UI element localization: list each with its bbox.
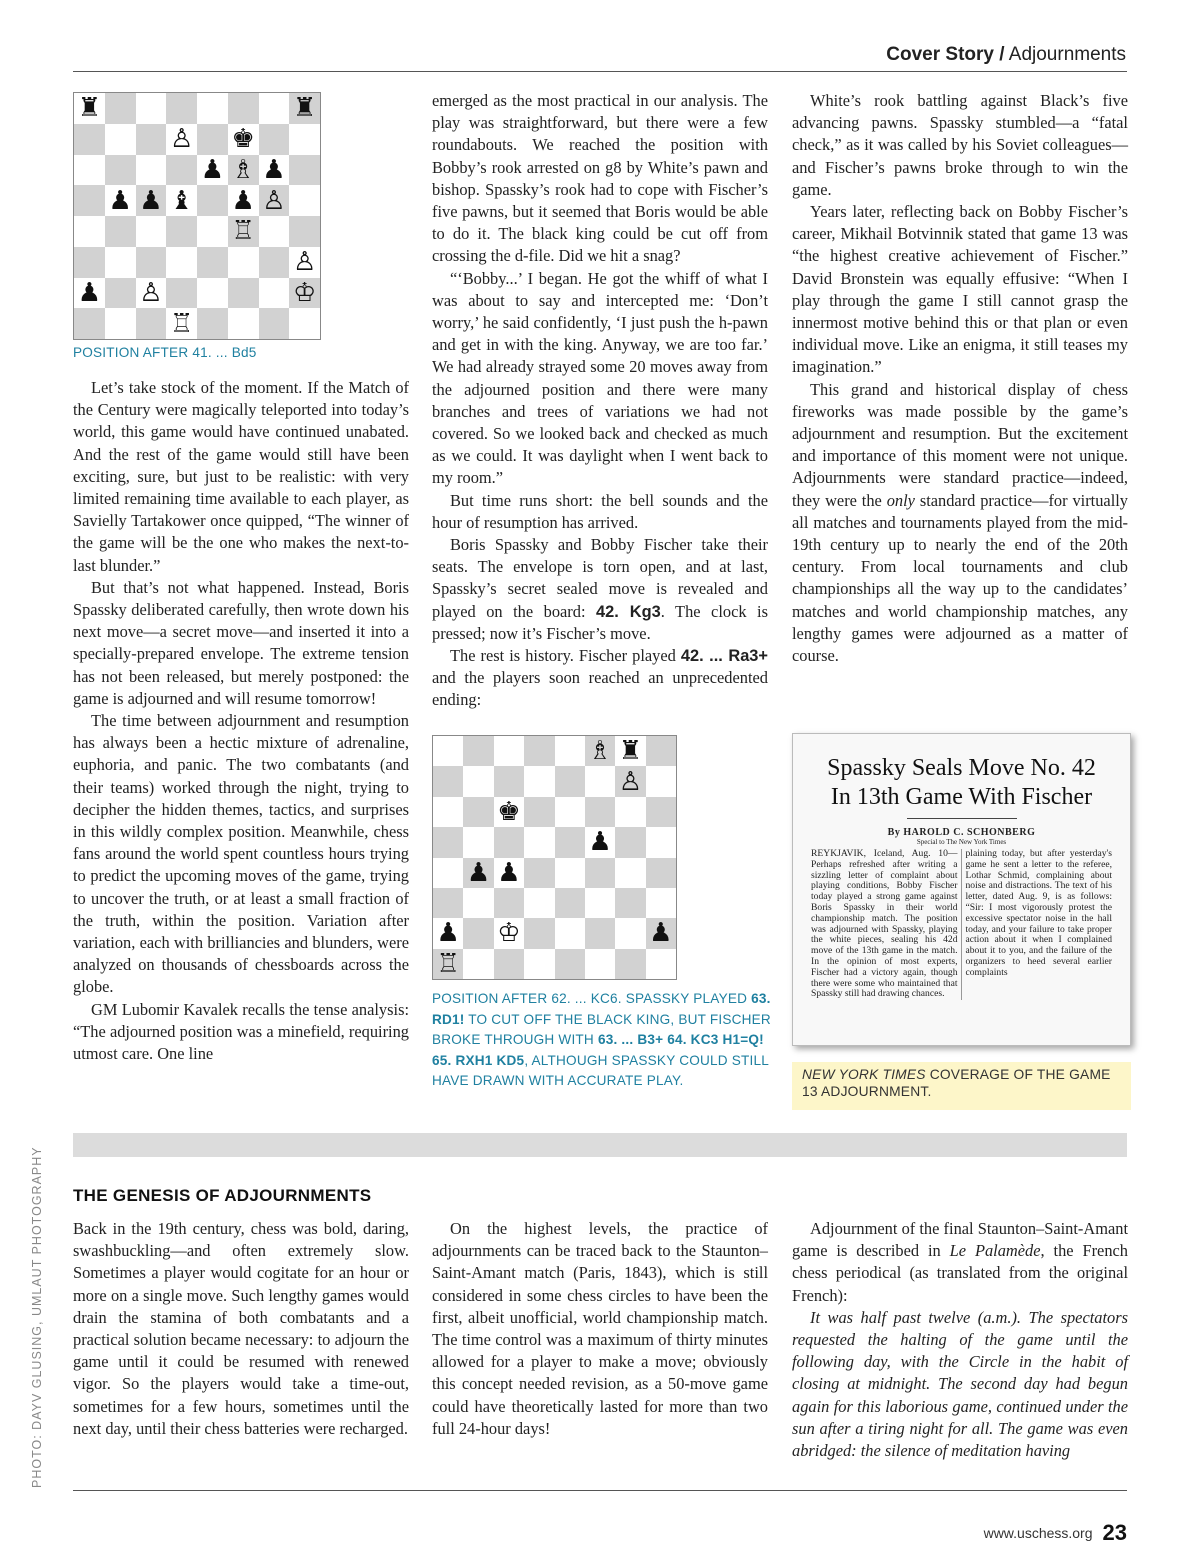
white-pawn-icon: ♙ bbox=[262, 185, 286, 216]
square-g7 bbox=[615, 766, 645, 796]
running-header bbox=[886, 44, 1126, 66]
square-h2 bbox=[289, 278, 320, 309]
square-g6 bbox=[259, 155, 290, 186]
square-a4 bbox=[433, 858, 463, 888]
black-pawn-icon: ♟ bbox=[77, 277, 102, 308]
black-bishop-icon: ♝ bbox=[169, 185, 194, 216]
square-b4 bbox=[105, 216, 136, 247]
square-c6 bbox=[494, 797, 524, 827]
emphasis: only bbox=[886, 490, 915, 510]
square-b6 bbox=[463, 797, 493, 827]
square-d8 bbox=[166, 93, 197, 124]
square-f6 bbox=[585, 797, 615, 827]
genesis-column-2 bbox=[432, 1218, 768, 1440]
chess-move: 42. ... Ra3+ bbox=[680, 647, 768, 666]
genesis-column-1 bbox=[73, 1218, 409, 1440]
square-d7 bbox=[166, 124, 197, 155]
genesis-quote bbox=[792, 1307, 1128, 1462]
black-king-icon: ♚ bbox=[497, 796, 521, 827]
square-b5 bbox=[105, 185, 136, 216]
clipping-columns bbox=[811, 849, 1112, 1000]
text-run: Adjournment of the final Staunton–Saint-Amant game is described in bbox=[792, 1219, 1128, 1261]
square-c5 bbox=[494, 827, 524, 857]
square-b2 bbox=[105, 278, 136, 309]
white-pawn-icon: ♙ bbox=[618, 766, 643, 797]
page-footer bbox=[984, 1520, 1127, 1546]
square-e6 bbox=[555, 797, 585, 827]
square-f8 bbox=[585, 736, 615, 766]
chess-move: 42. Kg3 bbox=[596, 602, 661, 621]
square-f1 bbox=[585, 949, 615, 979]
section-title: THE GENESIS OF ADJOURNMENTS bbox=[73, 1186, 372, 1205]
clipping-byline: By HAROLD C. SCHONBERG bbox=[887, 827, 1036, 838]
square-c7 bbox=[136, 124, 167, 155]
square-e8 bbox=[197, 93, 228, 124]
square-g2 bbox=[615, 918, 645, 948]
square-h5 bbox=[289, 185, 320, 216]
square-e3 bbox=[197, 247, 228, 278]
black-rook-icon: ♜ bbox=[77, 93, 102, 124]
square-f5 bbox=[228, 185, 259, 216]
square-d8 bbox=[524, 736, 554, 766]
newspaper-clipping bbox=[792, 733, 1131, 1046]
square-g2 bbox=[259, 278, 290, 309]
white-pawn-icon: ♙ bbox=[169, 124, 194, 155]
white-pawn-icon: ♙ bbox=[139, 277, 163, 308]
square-c5 bbox=[136, 185, 167, 216]
black-pawn-icon: ♟ bbox=[497, 857, 521, 888]
black-pawn-icon: ♟ bbox=[139, 185, 163, 216]
square-f3 bbox=[585, 888, 615, 918]
quote-text: It was half past twelve (a.m.). The spectators requested the halting of the game until the following day, with the Circle in the habit of closing at midnight. The second day had begun again for this laborious game, continued under the sun after a tiring night for all. The game was even abridged: the silence of meditation having bbox=[792, 1307, 1128, 1461]
square-f2 bbox=[228, 278, 259, 309]
square-a3 bbox=[74, 247, 105, 278]
square-h8 bbox=[646, 736, 676, 766]
clipping-left-column: REYKJAVIK, Iceland, Aug. 10—Perhaps refreshed after writing a sizzling letter of complaint about playing conditions, Bobby Fischer today played a strong game against Boris Spassky in their world championship match. The position was adjourned with Spassky, playing the white pieces, sealing his 42d move of the 13th game in the match. In the opinion of most experts, Fischer had a victory again, though there were some who maintained that Spassky still had drawing chances. bbox=[811, 849, 962, 1000]
square-f7 bbox=[228, 124, 259, 155]
square-a3 bbox=[433, 888, 463, 918]
square-a1 bbox=[433, 949, 463, 979]
square-h3 bbox=[646, 888, 676, 918]
col1-paragraph: GM Lubomir Kavalek recalls the tense analysis: “The adjourned position was a minefield, requiring utmost care. One line bbox=[73, 999, 409, 1064]
caption-text: COVERAGE OF THE GAME 13 ADJOURNMENT. bbox=[802, 1067, 1111, 1099]
square-d1 bbox=[166, 308, 197, 339]
square-g5 bbox=[259, 185, 290, 216]
square-g3 bbox=[259, 247, 290, 278]
caption-move: 63. RD1! bbox=[432, 991, 771, 1027]
square-h1 bbox=[646, 949, 676, 979]
square-c3 bbox=[494, 888, 524, 918]
square-c1 bbox=[494, 949, 524, 979]
black-pawn-icon: ♟ bbox=[466, 857, 491, 888]
black-king-icon: ♚ bbox=[231, 124, 255, 155]
col2-paragraph bbox=[432, 645, 768, 712]
square-a2 bbox=[74, 278, 105, 309]
col1-paragraph: The time between adjournment and resumption has always been a hectic mixture of adrenaline, euphoria, and panic. The two combatants (and their teams) worked through the night, trying to decipher the hidden themes, tactics, and surprises in this wildly complex position. Meanwhile, chess fans around the world spent countless hours trying to predict the upcoming moves of the game, trying to uncover the truth, or at least a small fraction of the truth, within the position. Variation after variation, each with brilliancies and blunders, were analyzed on thousands of chessboards across the globe. bbox=[73, 711, 409, 997]
square-e6 bbox=[197, 155, 228, 186]
clipping-headline bbox=[811, 754, 1112, 812]
square-e8 bbox=[555, 736, 585, 766]
section-divider-band bbox=[73, 1133, 1127, 1157]
square-c7 bbox=[494, 766, 524, 796]
square-f8 bbox=[228, 93, 259, 124]
square-f1 bbox=[228, 308, 259, 339]
square-a5 bbox=[433, 827, 463, 857]
article-column-2 bbox=[432, 90, 768, 712]
square-a8 bbox=[74, 93, 105, 124]
square-a4 bbox=[74, 216, 105, 247]
black-rook-icon: ♜ bbox=[292, 93, 317, 124]
emphasis: Le Palamède bbox=[949, 1241, 1041, 1261]
white-pawn-icon: ♙ bbox=[292, 247, 317, 278]
black-pawn-icon: ♟ bbox=[436, 918, 460, 949]
square-a5 bbox=[74, 185, 105, 216]
col3-paragraph: White’s rook battling against Black’s five advancing pawns. Spassky stumbled—a “fatal check,” as it was called by his Soviet colleagues—and Fischer’s pawns broke through to win the game. bbox=[792, 91, 1128, 199]
col3-paragraph bbox=[792, 379, 1128, 668]
square-d5 bbox=[524, 827, 554, 857]
square-h4 bbox=[646, 858, 676, 888]
square-a6 bbox=[74, 155, 105, 186]
col2-paragraph: But time runs short: the bell sounds and the hour of resumption has arrived. bbox=[432, 490, 768, 532]
header-topic: Adjournments bbox=[1008, 44, 1126, 65]
text-run: Boris Spassky and Bobby Fischer take their seats. The envelope is torn open, and at last, Spassky’s secret sealed move is revealed and played on the board: bbox=[432, 535, 768, 621]
headline-line: In 13th Game With Fischer bbox=[830, 784, 1093, 810]
square-c3 bbox=[136, 247, 167, 278]
square-d3 bbox=[524, 888, 554, 918]
square-e7 bbox=[197, 124, 228, 155]
square-b6 bbox=[105, 155, 136, 186]
footer-url[interactable]: www.uschess.org bbox=[983, 1525, 1093, 1541]
caption-text: TO CUT OFF THE BLACK KING, BUT FISCHER BROKE THROUGH WITH bbox=[432, 1011, 771, 1047]
square-b1 bbox=[463, 949, 493, 979]
genesis-paragraph: Back in the 19th century, chess was bold, daring, swashbuckling—and often extremely slow. Sometimes a player would cogitate for an hour or more on a single move. Such lengthy games would drain the stamina of both combatants and a practical solution became necessary: to adjourn the game until it could be resumed with renewed vigor. So the players would take a time-out, sometimes for a few hours, sometimes until the next day, until their chess batteries were recharged. bbox=[73, 1219, 409, 1438]
square-d7 bbox=[524, 766, 554, 796]
square-e3 bbox=[555, 888, 585, 918]
square-c2 bbox=[494, 918, 524, 948]
square-d2 bbox=[166, 278, 197, 309]
square-h7 bbox=[289, 124, 320, 155]
photo-credit: PHOTO: DAYV GLUSING, UMLAUT PHOTOGRAPHY bbox=[30, 1146, 44, 1488]
square-c8 bbox=[494, 736, 524, 766]
page-number: 23 bbox=[1102, 1520, 1127, 1545]
genesis-paragraph bbox=[792, 1218, 1128, 1307]
text-run: This grand and historical display of chess fireworks was made possible by the game’s adjournment and resumption. But the excitement and importance of this moment were not unique. Adjournments were standard practice—indeed, they were the bbox=[792, 379, 1128, 510]
header-section: Cover Story / bbox=[886, 44, 1005, 65]
top-rule bbox=[73, 71, 1127, 72]
caption-move: 63. ... B3+ 64. KC3 H1=Q! 65. RXH1 KD5 bbox=[432, 1032, 764, 1068]
black-rook-icon: ♜ bbox=[618, 736, 643, 767]
square-c6 bbox=[136, 155, 167, 186]
square-f2 bbox=[585, 918, 615, 948]
square-c4 bbox=[494, 858, 524, 888]
col2-paragraph: “‘Bobby...’ I began. He got the whiff of what I was about to say and intercepted me: ‘Don’t worry,’ he said confidently, ‘I just push the h-pawn and get in with the king. Anyway, we are too far.’ We had already strayed some 20 moves away from the adjourned position and there were many branches and trees of variations we had not covered. So we looked back and checked as much as we could. It was daylight when I went back to my room.” bbox=[432, 268, 768, 488]
square-g8 bbox=[615, 736, 645, 766]
square-h7 bbox=[646, 766, 676, 796]
square-h6 bbox=[646, 797, 676, 827]
square-c4 bbox=[136, 216, 167, 247]
square-g3 bbox=[615, 888, 645, 918]
text-run: The rest is history. Fischer played bbox=[450, 646, 681, 666]
square-e5 bbox=[197, 185, 228, 216]
square-b3 bbox=[463, 888, 493, 918]
black-pawn-icon: ♟ bbox=[588, 827, 612, 858]
square-e7 bbox=[555, 766, 585, 796]
square-g6 bbox=[615, 797, 645, 827]
square-e2 bbox=[555, 918, 585, 948]
clipping-caption bbox=[792, 1062, 1131, 1110]
caption-publication: NEW YORK TIMES bbox=[802, 1067, 926, 1082]
black-pawn-icon: ♟ bbox=[108, 185, 132, 216]
square-e4 bbox=[555, 858, 585, 888]
col2-paragraph bbox=[432, 534, 768, 645]
square-d2 bbox=[524, 918, 554, 948]
square-c8 bbox=[136, 93, 167, 124]
square-f5 bbox=[585, 827, 615, 857]
square-h1 bbox=[289, 308, 320, 339]
square-e4 bbox=[197, 216, 228, 247]
text-run: , the French chess periodical (as translated from the original French): bbox=[792, 1241, 1128, 1305]
square-h5 bbox=[646, 827, 676, 857]
square-a7 bbox=[74, 124, 105, 155]
col3-paragraph: Years later, reflecting back on Bobby Fischer’s career, Mikhail Botvinnik stated that game 13 was “the highest creative achievement of Fischer.” David Bronstein was equally effusive: “When I play through the game I still cannot grasp the innermost motive behind this or that plan or even individual move. Like an enigma, it still teases my imagination.” bbox=[792, 202, 1128, 377]
chess-diagram-2 bbox=[432, 735, 677, 980]
square-b7 bbox=[463, 766, 493, 796]
clipping-right-column: plaining today, but after yesterday's game he sent a letter to the referee, Lothar Schmid, complaining about noise and distractions. The text of his letter, dated Aug. 9, is as follows: “Sir: I most vigorously protest the excessive spectator noise in the hall today, and your failure to take proper action about it when I complained about it to you, and the failure of the organizers to heed several earlier complaints bbox=[965, 848, 1112, 978]
black-pawn-icon: ♟ bbox=[200, 154, 225, 185]
caption-text: POSITION AFTER 62. ... KC6. SPASSKY PLAYED bbox=[432, 991, 752, 1006]
square-a7 bbox=[433, 766, 463, 796]
square-d6 bbox=[524, 797, 554, 827]
caption-text: , ALTHOUGH SPASSKY COULD STILL HAVE DRAWN WITH ACCURATE PLAY. bbox=[432, 1052, 769, 1088]
square-e5 bbox=[555, 827, 585, 857]
square-b8 bbox=[105, 93, 136, 124]
square-g7 bbox=[259, 124, 290, 155]
bottom-rule bbox=[73, 1490, 1127, 1491]
white-rook-icon: ♖ bbox=[169, 308, 194, 339]
text-run: and the players soon reached an unprecedented ending: bbox=[432, 668, 768, 710]
black-pawn-icon: ♟ bbox=[262, 154, 286, 185]
clipping-special: Special to The New York Times bbox=[916, 838, 1007, 846]
square-g1 bbox=[259, 308, 290, 339]
square-g4 bbox=[259, 216, 290, 247]
square-f4 bbox=[585, 858, 615, 888]
square-b7 bbox=[105, 124, 136, 155]
white-bishop-icon: ♗ bbox=[588, 736, 612, 767]
square-e1 bbox=[555, 949, 585, 979]
headline-line: Spassky Seals Move No. 42 bbox=[827, 755, 1096, 781]
square-d6 bbox=[166, 155, 197, 186]
square-f7 bbox=[585, 766, 615, 796]
square-f4 bbox=[228, 216, 259, 247]
white-rook-icon: ♖ bbox=[436, 948, 460, 979]
article-column-3 bbox=[792, 90, 1128, 667]
white-king-icon: ♔ bbox=[292, 277, 317, 308]
article-column-1 bbox=[73, 377, 409, 1065]
square-d4 bbox=[166, 216, 197, 247]
clipping-separator bbox=[907, 818, 1017, 819]
square-b8 bbox=[463, 736, 493, 766]
square-b4 bbox=[463, 858, 493, 888]
square-f6 bbox=[228, 155, 259, 186]
square-c1 bbox=[136, 308, 167, 339]
square-c2 bbox=[136, 278, 167, 309]
square-b2 bbox=[463, 918, 493, 948]
square-g5 bbox=[615, 827, 645, 857]
genesis-paragraph: On the highest levels, the practice of adjournments can be traced back to the Staunton–Saint-Amant match (Paris, 1843), which is still considered in some chess circles to have been the first, albeit unofficial, world championship match. The time control was a maximum of thirty minutes allowed for a player to make a move; obviously this concept needed revision, as a 50-move game could have theoretically lasted for more than two full 24-hour days! bbox=[432, 1219, 768, 1438]
square-a6 bbox=[433, 797, 463, 827]
black-pawn-icon: ♟ bbox=[231, 185, 255, 216]
chess-diagram-1 bbox=[73, 92, 321, 340]
square-f3 bbox=[228, 247, 259, 278]
square-d4 bbox=[524, 858, 554, 888]
square-g8 bbox=[259, 93, 290, 124]
board2-caption bbox=[432, 989, 772, 1092]
col1-paragraph: Let’s take stock of the moment. If the Match of the Century were magically teleported into today’s world, this game would have continued unabated. And the rest of the game would still have been exciting, sure, but just to be realistic: with very limited remaining time available to each player, as Savielly Tartakower once quipped, “The winner of the game will be the one who makes the next-to-last blunder.” bbox=[73, 378, 409, 575]
square-h4 bbox=[289, 216, 320, 247]
white-rook-icon: ♖ bbox=[231, 216, 255, 247]
square-b1 bbox=[105, 308, 136, 339]
square-b3 bbox=[105, 247, 136, 278]
white-bishop-icon: ♗ bbox=[231, 154, 255, 185]
square-g4 bbox=[615, 858, 645, 888]
text-run: . The clock is pressed; now it’s Fischer’s move. bbox=[432, 601, 768, 643]
square-b5 bbox=[463, 827, 493, 857]
square-d5 bbox=[166, 185, 197, 216]
square-g1 bbox=[615, 949, 645, 979]
text-run: standard practice—for virtually all matches and tournaments played from the mid-19th century up to nearly the end of the 20th century. From local tournaments and club championships all the way up to the candidates’ matches and world championship matches, any lengthy games were adjourned as a matter of course. bbox=[792, 490, 1128, 666]
genesis-column-3 bbox=[792, 1218, 1128, 1462]
square-e1 bbox=[197, 308, 228, 339]
square-h8 bbox=[289, 93, 320, 124]
black-pawn-icon: ♟ bbox=[649, 918, 673, 949]
board1-caption: POSITION AFTER 41. ... Bd5 bbox=[73, 345, 257, 360]
square-h6 bbox=[289, 155, 320, 186]
square-a2 bbox=[433, 918, 463, 948]
square-e2 bbox=[197, 278, 228, 309]
col1-paragraph: But that’s not what happened. Instead, Boris Spassky deliberated carefully, then wrote down his next move—a secret move—and inserted it into a specially-prepared envelope. The extreme tension has not been released, but merely postponed: the game is adjourned and will resume tomorrow! bbox=[73, 577, 409, 708]
square-h2 bbox=[646, 918, 676, 948]
square-d1 bbox=[524, 949, 554, 979]
white-king-icon: ♔ bbox=[497, 918, 521, 949]
square-h3 bbox=[289, 247, 320, 278]
col2-paragraph: emerged as the most practical in our analysis. The play was straightforward, but there were a few roundabouts. We reached the position with Bobby’s rook arrested on g8 by White’s pawn and bishop. Spassky’s rook had to cope with Fischer’s five pawns, but it seemed that Boris would be able to do it. The black king could be cut off from crossing the d-file. Did we hit a snag? bbox=[432, 91, 768, 266]
square-d3 bbox=[166, 247, 197, 278]
square-a1 bbox=[74, 308, 105, 339]
square-a8 bbox=[433, 736, 463, 766]
